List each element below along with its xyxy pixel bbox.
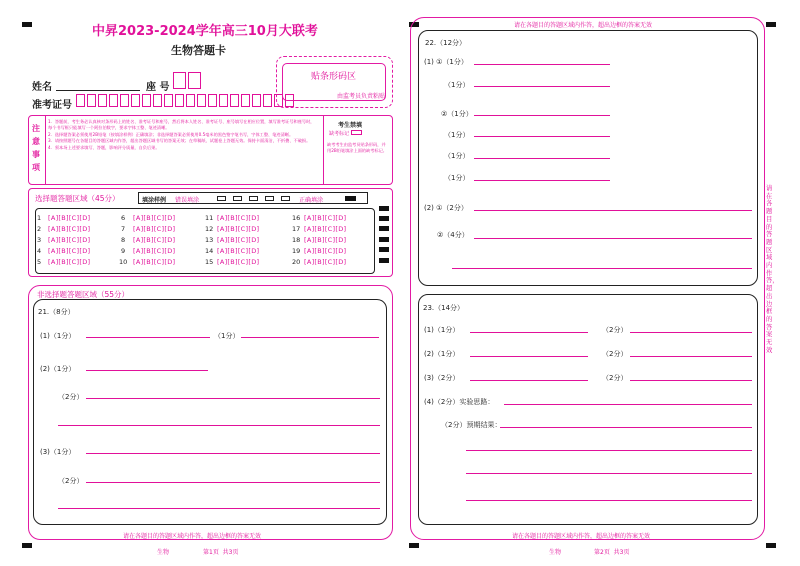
answer-line[interactable] [630, 332, 752, 333]
question-number: 9 [121, 247, 126, 255]
note-item: 4．须本场上述要求填写、答题，影响评分质量，自负后果。 [48, 144, 160, 150]
question-number: 10 [119, 258, 128, 266]
answer-line[interactable] [630, 380, 752, 381]
answer-line[interactable] [474, 136, 610, 137]
q23-label: （2分） [602, 326, 628, 334]
q23-label: (2)（1分） [424, 350, 460, 358]
notes-box [28, 115, 393, 185]
missing-mark-box[interactable] [351, 130, 362, 135]
seat-label: 座 号 [146, 82, 170, 93]
note-item: 3．请按照题号在各题目的答题区域内作答，超出答题区域书写的答案无效；在草稿纸、试题卷上答题无效。保持卡面清洁，不折叠、不破损。 [48, 138, 311, 144]
notes-title: 注意事项 [32, 124, 40, 172]
question-number: 12 [205, 225, 214, 233]
q21-label: （2分） [58, 393, 84, 401]
timing-mark [379, 247, 389, 252]
q22-label: ②（1分） [441, 110, 473, 118]
option-group[interactable]: [A][B][C][D] [217, 258, 260, 266]
answer-line[interactable] [466, 450, 752, 451]
answer-line[interactable] [500, 427, 752, 428]
answer-line[interactable] [470, 380, 588, 381]
q22-label: （1分） [444, 81, 470, 89]
option-group[interactable]: [A][B][C][D] [217, 247, 260, 255]
alignment-mark [22, 543, 32, 548]
answer-line[interactable] [86, 453, 380, 454]
question-number: 19 [292, 247, 301, 255]
answer-line[interactable] [474, 238, 752, 239]
top-warning: 请在各题目的答题区域内作答，超出边框的答案无效 [514, 22, 653, 29]
footer-page: 第2页 共3页 [594, 549, 630, 556]
timing-mark [379, 216, 389, 221]
notes-list [48, 119, 318, 151]
answer-line[interactable] [58, 425, 380, 426]
q23-label: (3)（2分） [424, 374, 460, 382]
option-group[interactable]: [A][B][C][D] [304, 258, 347, 266]
q21-title: 21.（8分） [38, 308, 75, 316]
question-number: 8 [121, 236, 126, 244]
footer-subject: 生物 [549, 549, 562, 556]
option-group[interactable]: [A][B][C][D] [48, 247, 91, 255]
note-item: 2．选择题答案必须使用2B铅笔（按填涂样例）正确填涂；非选择题答案必须使用0.5毫米的黑色签字笔书写，字体工整、笔迹清晰。 [48, 131, 294, 137]
note-item: 1．答题前，考生务必认真核对条形码上的姓名、准考证号和座号，然后将本人姓名、准考证号、座号填写在相应位置，填写准考证号和座号时，每个书写框只能填写一个阿拉伯数字，要求字体工整、笔迹清晰。 [48, 119, 315, 131]
q21-label: (3)（1分） [40, 448, 76, 456]
q23-label: （2分） [602, 350, 628, 358]
option-group[interactable]: [A][B][C][D] [48, 236, 91, 244]
bottom-warning: 请在各题目的答题区域内作答，超出边框的答案无效 [123, 533, 262, 540]
answer-line[interactable] [86, 370, 208, 371]
q22-label: （1分） [444, 152, 470, 160]
option-group[interactable]: [A][B][C][D] [304, 214, 347, 222]
question-number: 14 [205, 247, 214, 255]
answer-line[interactable] [86, 482, 380, 483]
question-number: 7 [121, 225, 126, 233]
q23-title: 23.（14分） [423, 304, 465, 312]
page-subtitle: 生物答题卡 [171, 44, 226, 57]
answer-line[interactable] [466, 473, 752, 474]
timing-mark [379, 226, 389, 231]
q22-label: (1) ①（1分） [424, 58, 468, 66]
bottom-warning: 请在各题目的答题区域内作答，超出边框的答案无效 [512, 533, 651, 540]
alignment-mark [22, 22, 32, 27]
answer-line[interactable] [86, 398, 380, 399]
q23-label: （2分）预期结果： [441, 421, 502, 429]
sample-label: 填涂样例 [142, 197, 167, 204]
barcode-area [276, 56, 393, 108]
question-number: 16 [292, 214, 301, 222]
page-title: 中昇2023-2024学年高三10月大联考 [92, 24, 318, 39]
option-group[interactable]: [A][B][C][D] [133, 236, 176, 244]
answer-line[interactable] [58, 508, 380, 509]
alignment-mark [766, 543, 776, 548]
option-group[interactable]: [A][B][C][D] [48, 258, 91, 266]
q22-label: ②（4分） [437, 231, 469, 239]
option-group[interactable]: [A][B][C][D] [304, 247, 347, 255]
option-group[interactable]: [A][B][C][D] [217, 225, 260, 233]
answer-line[interactable] [474, 158, 610, 159]
answer-line[interactable] [474, 86, 610, 87]
missing-mark-label: 缺考标记 [329, 131, 350, 137]
missing-note: 缺考考生由监考员贴条形码，并用2B铅笔填涂上面的缺考标记。 [327, 142, 387, 154]
q21-box [33, 299, 387, 525]
side-warning: 请在各题目的答题区域内作答，超出边框的答案无效 [766, 185, 779, 354]
answer-line[interactable] [241, 337, 379, 338]
q21-label: (2)（1分） [40, 365, 76, 373]
seat-cell[interactable] [188, 72, 201, 89]
question-number: 4 [37, 247, 42, 255]
question-number: 2 [37, 225, 42, 233]
exam-id-label: 准考证号 [32, 100, 72, 111]
q21-label: （1分） [214, 332, 240, 340]
exam-id-cells[interactable] [76, 94, 296, 109]
answer-line[interactable] [504, 404, 752, 405]
option-group[interactable]: [A][B][C][D] [217, 214, 260, 222]
question-number: 5 [37, 258, 42, 266]
alignment-mark [766, 22, 776, 27]
option-group[interactable]: [A][B][C][D] [133, 225, 176, 233]
timing-mark [379, 206, 389, 211]
option-group[interactable]: [A][B][C][D] [304, 225, 347, 233]
q23-label: (4)（2分）实验思路： [424, 398, 495, 406]
answer-line[interactable] [470, 356, 588, 357]
option-group[interactable]: [A][B][C][D] [48, 225, 91, 233]
q23-box [418, 294, 758, 525]
wrong-label: 错误填涂 [175, 197, 200, 204]
q22-label: （1分） [444, 131, 470, 139]
option-group[interactable]: [A][B][C][D] [133, 247, 176, 255]
answer-line[interactable] [474, 115, 610, 116]
question-number: 6 [121, 214, 126, 222]
question-number: 17 [292, 225, 301, 233]
option-group[interactable]: [A][B][C][D] [133, 258, 176, 266]
q22-label: (2) ①（2分） [424, 204, 468, 212]
barcode-label: 贴条形码区 [311, 72, 357, 82]
correct-label: 正确填涂 [299, 197, 324, 204]
answer-line[interactable] [452, 268, 752, 269]
q23-label: (1)（1分） [424, 326, 460, 334]
question-number: 13 [205, 236, 214, 244]
answer-line[interactable] [474, 64, 610, 65]
answer-line[interactable] [86, 337, 210, 338]
timing-mark [379, 237, 389, 242]
question-number: 11 [205, 214, 214, 222]
seat-cell[interactable] [173, 72, 186, 89]
timing-mark [379, 258, 389, 263]
question-number: 15 [205, 258, 214, 266]
answer-line[interactable] [466, 500, 752, 501]
name-field[interactable] [56, 90, 140, 91]
footer-page: 第1页 共3页 [203, 549, 239, 556]
option-group[interactable]: [A][B][C][D] [133, 214, 176, 222]
forbidden-title: 考生禁填 [338, 122, 363, 129]
q22-title: 22.（12分） [425, 39, 467, 47]
answer-line[interactable] [630, 356, 752, 357]
answer-line[interactable] [474, 180, 610, 181]
option-group[interactable]: [A][B][C][D] [217, 236, 260, 244]
barcode-note: 由监考员负责粘贴 [337, 93, 386, 100]
answer-line[interactable] [470, 332, 588, 333]
fill-sample-box [138, 192, 368, 204]
q23-label: （2分） [602, 374, 628, 382]
option-group[interactable]: [A][B][C][D] [48, 214, 91, 222]
nonchoice-title: 非选择题答题区域（55分） [37, 290, 130, 299]
answer-line[interactable] [474, 210, 752, 211]
question-number: 18 [292, 236, 301, 244]
name-label: 姓名 [32, 82, 52, 93]
footer-subject: 生物 [157, 549, 170, 556]
alignment-mark [409, 543, 419, 548]
q21-label: (1)（1分） [40, 332, 76, 340]
q22-label: （1分） [444, 174, 470, 182]
choice-title: 选择题答题区域（45分） [35, 194, 120, 203]
question-number: 1 [37, 214, 42, 222]
option-group[interactable]: [A][B][C][D] [304, 236, 347, 244]
question-number: 3 [37, 236, 42, 244]
question-number: 20 [292, 258, 301, 266]
q21-label: （2分） [58, 477, 84, 485]
